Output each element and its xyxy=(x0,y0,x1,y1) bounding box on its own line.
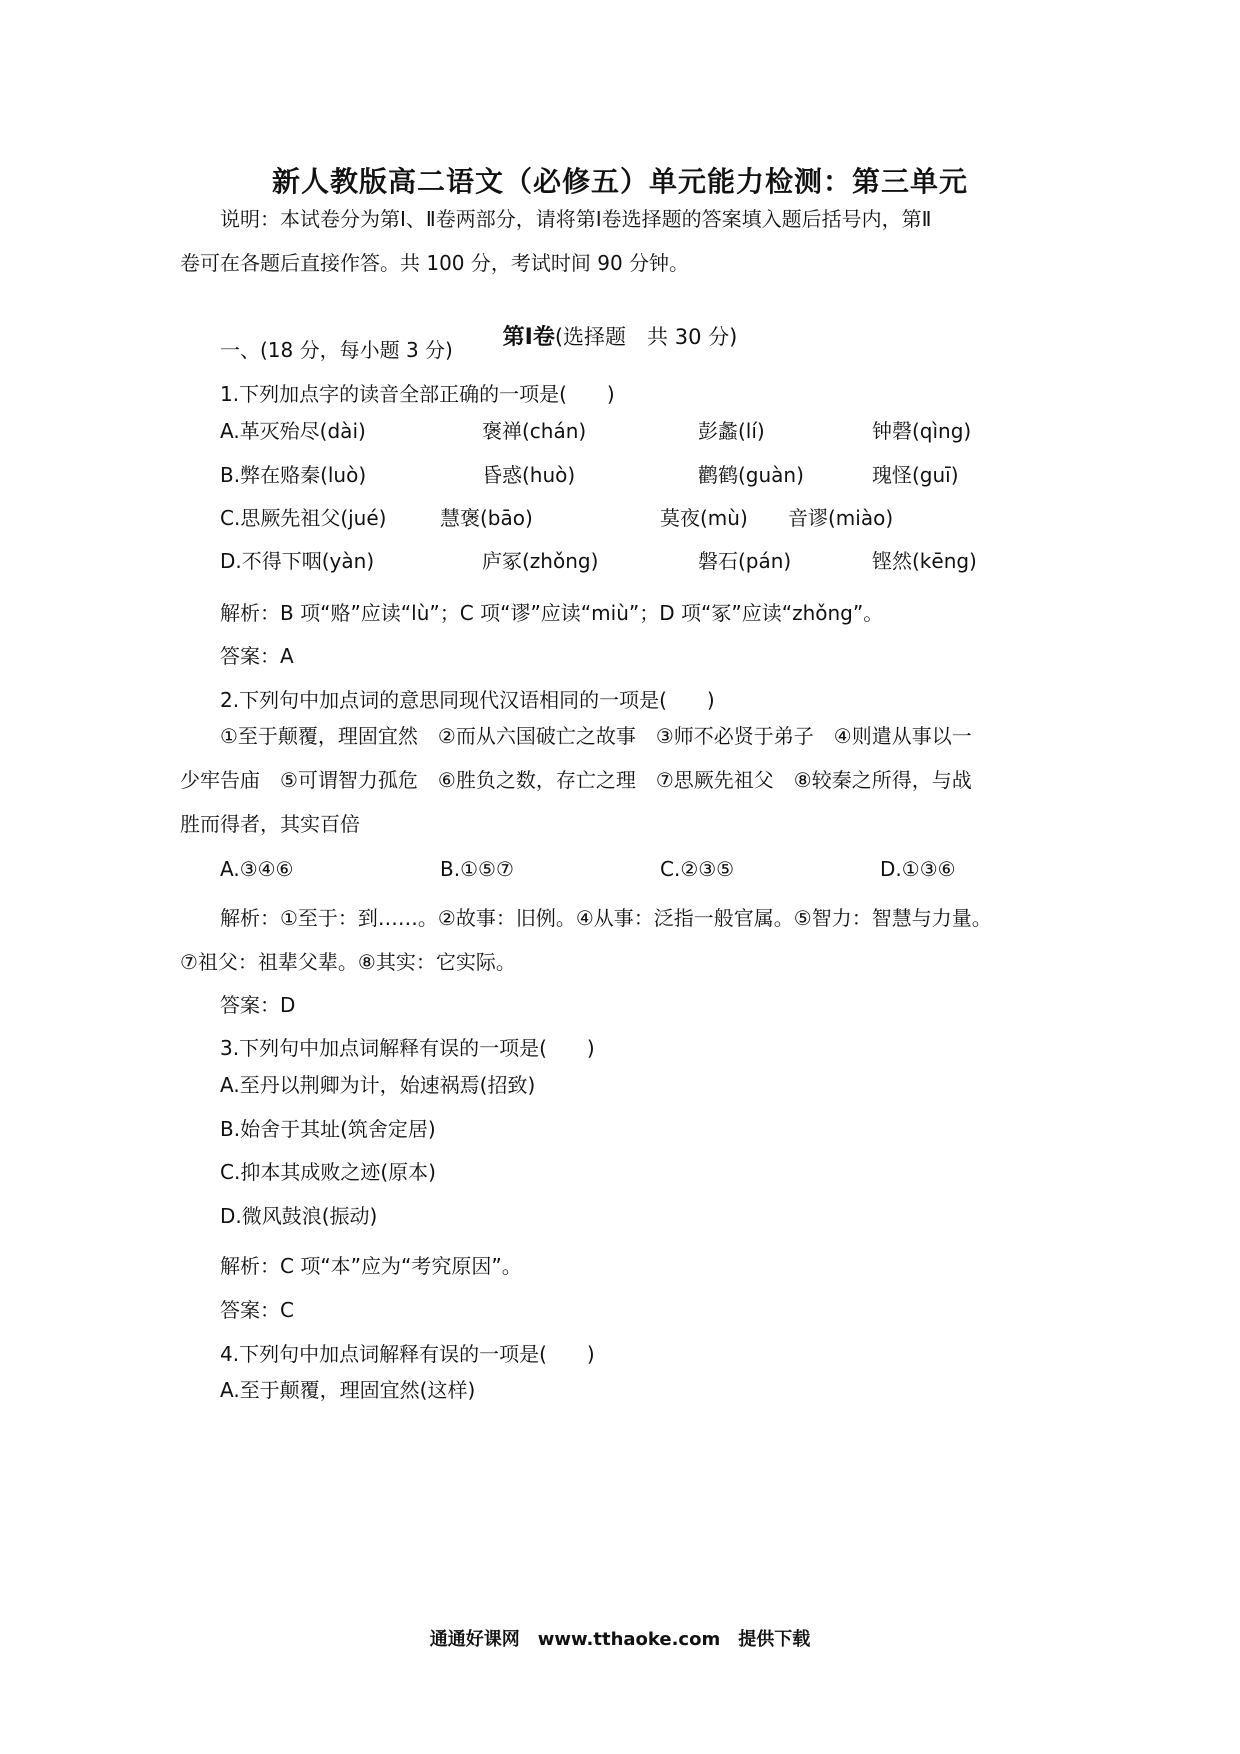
q1-b-2: 昏惑(huò) xyxy=(482,463,576,487)
q1-d-2: 庐冢(zhǒng) xyxy=(482,549,599,573)
q1-a-4: 钟磬(qìng) xyxy=(872,419,972,443)
q3-option-d: D.微风鼓浪(振动) xyxy=(220,1204,378,1228)
volume-label: 第Ⅰ卷 xyxy=(502,325,555,350)
intro-line-1: 说明：本试卷分为第Ⅰ、Ⅱ卷两部分，请将第Ⅰ卷选择题的答案填入题后括号内，第Ⅱ xyxy=(220,207,932,231)
q1-d-1: D.不得下咽(yàn) xyxy=(220,549,375,573)
q3-option-a: A.至丹以荆卿为计，始速祸焉(招致) xyxy=(220,1073,536,1097)
question-3-stem: 3.下列句中加点词解释有误的一项是( ) xyxy=(220,1036,595,1060)
volume-header xyxy=(0,320,1240,351)
q2-items-line-2: 少牢告庙 ⑤可谓智力孤危 ⑥胜负之数，存亡之理 ⑦思厥先祖父 ⑧较秦之所得，与战 xyxy=(180,768,972,792)
page-footer: 通通好课网 www.tthaoke.com 提供下载 xyxy=(429,1629,811,1650)
q2-items-line-3: 胜而得者，其实百倍 xyxy=(180,812,360,836)
q2-items-line-1: ①至于颠覆，理固宜然 ②而从六国破亡之故事 ③师不必贤于弟子 ④则遣从事以一 xyxy=(220,724,972,748)
q3-answer: 答案：C xyxy=(220,1298,294,1322)
q1-c-1: C.思厥先祖父(jué) xyxy=(220,506,387,530)
q1-b-3: 鹳鹤(guàn) xyxy=(698,463,804,487)
q2-analysis-line-2: ⑦祖父：祖辈父辈。⑧其实：它实际。 xyxy=(180,950,516,974)
q3-option-b: B.始舍于其址(筑舍定居) xyxy=(220,1117,436,1141)
q2-option-a: A.③④⑥ xyxy=(220,857,294,881)
question-4-stem: 4.下列句中加点词解释有误的一项是( ) xyxy=(220,1342,595,1366)
q1-b-4: 瑰怪(guī) xyxy=(872,463,959,487)
q1-d-3: 磐石(pán) xyxy=(698,549,792,573)
q1-a-3: 彭蠡(lí) xyxy=(698,419,765,443)
q1-analysis: 解析：B 项“赂”应读“lù”；C 项“谬”应读“miù”；D 项“冢”应读“zhǒng”。 xyxy=(220,601,884,625)
intro-line-2: 卷可在各题后直接作答。共 100 分，考试时间 90 分钟。 xyxy=(180,251,690,275)
question-1-stem: 1.下列加点字的读音全部正确的一项是( ) xyxy=(220,382,615,406)
q3-option-c: C.抑本其成败之迹(原本) xyxy=(220,1160,436,1184)
q1-c-4: 音谬(miào) xyxy=(788,506,894,530)
q1-answer: 答案：A xyxy=(220,644,294,668)
q2-option-b: B.①⑤⑦ xyxy=(440,857,514,881)
q1-b-1: B.弊在赂秦(luò) xyxy=(220,463,367,487)
question-2-stem: 2.下列句中加点词的意思同现代汉语相同的一项是( ) xyxy=(220,688,715,712)
q2-analysis-line-1: 解析：①至于：到……。②故事：旧例。④从事：泛指一般官属。⑤智力：智慧与力量。 xyxy=(220,906,992,930)
section-heading: 一、(18 分，每小题 3 分) xyxy=(220,338,453,362)
q2-option-c: C.②③⑤ xyxy=(660,857,735,881)
q1-d-4: 铿然(kēng) xyxy=(872,549,977,573)
q3-analysis: 解析：C 项“本”应为“考究原因”。 xyxy=(220,1254,522,1278)
q1-c-2: 慧褒(bāo) xyxy=(440,506,533,530)
q1-a-1: A.革灭殆尽(dài) xyxy=(220,419,366,443)
q1-a-2: 褒禅(chán) xyxy=(482,419,587,443)
q1-c-3: 莫夜(mù) xyxy=(660,506,748,530)
q2-option-d: D.①③⑥ xyxy=(880,857,956,881)
volume-note: (选择题 共 30 分) xyxy=(554,325,738,349)
q2-answer: 答案：D xyxy=(220,993,296,1017)
page-title: 新人教版高二语文（必修五）单元能力检测：第三单元 xyxy=(271,165,968,198)
q4-option-a: A.至于颠覆，理固宜然(这样) xyxy=(220,1378,476,1402)
